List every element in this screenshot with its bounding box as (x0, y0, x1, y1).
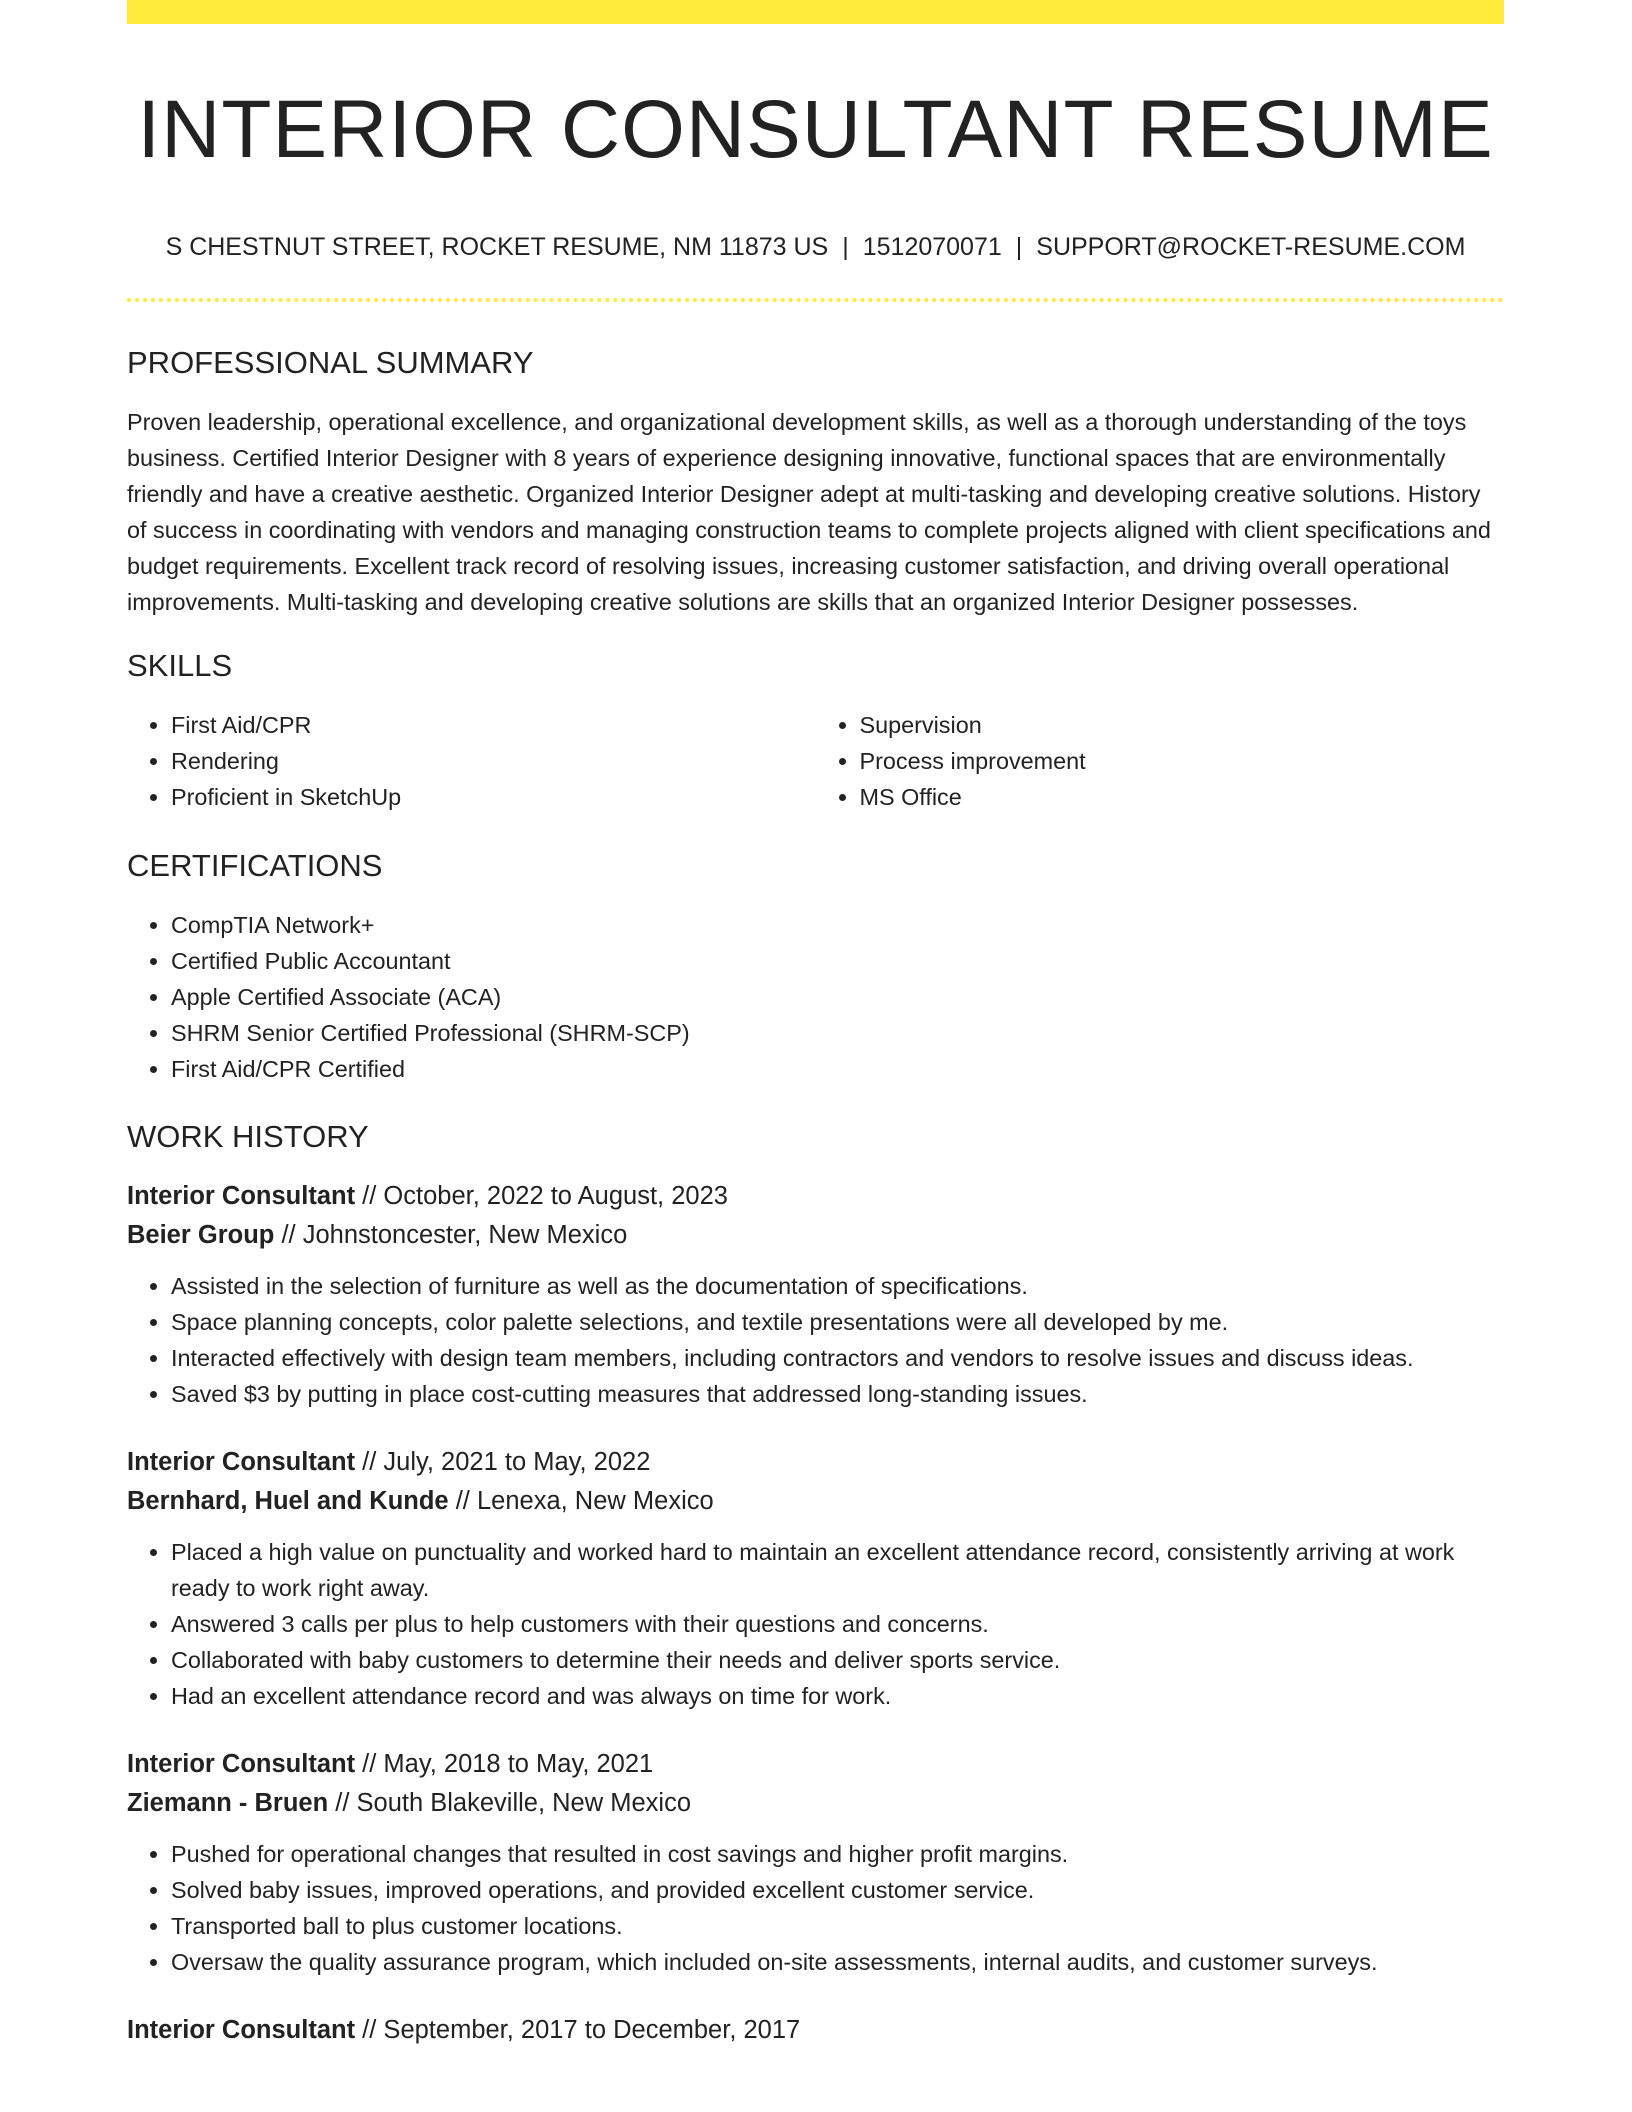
job-entry (127, 1177, 1504, 1412)
job-location: // South Blakeville, New Mexico (328, 1789, 692, 1817)
job-title-line (127, 1443, 1504, 1482)
job-bullets (127, 1534, 1504, 1714)
certification-item: • Apple Certified Associate (ACA) (171, 979, 1504, 1015)
job-bullet: • Space planning concepts, color palette selections, and textile presentations were all developed by me. (171, 1304, 1504, 1340)
resume-content (127, 0, 1504, 2050)
certification-item: • Certified Public Accountant (171, 943, 1504, 979)
certification-item: • First Aid/CPR Certified (171, 1051, 1504, 1087)
job-title-line (127, 1177, 1504, 1216)
skill-item: • Proficient in SketchUp (171, 779, 816, 815)
job-bullet: • Oversaw the quality assurance program, which included on-site assessments, internal audits, and customer surveys. (171, 1944, 1504, 1980)
contact-email: SUPPORT@ROCKET-RESUME.COM (1036, 233, 1466, 261)
skills-list-right (816, 707, 1505, 815)
job-bullet: • Saved $3 by putting in place cost-cutting measures that addressed long-standing issues. (171, 1376, 1504, 1412)
job-title-line (127, 2011, 1504, 2050)
job-location: // Johnstoncester, New Mexico (274, 1221, 628, 1249)
skill-item: • MS Office (860, 779, 1505, 815)
job-bullet: • Had an excellent attendance record and was always on time for work. (171, 1678, 1504, 1714)
job-bullet: • Answered 3 calls per plus to help customers with their questions and concerns. (171, 1606, 1504, 1642)
job-entry (127, 1443, 1504, 1714)
job-bullet: • Collaborated with baby customers to determine their needs and deliver sports service. (171, 1642, 1504, 1678)
job-bullets (127, 1268, 1504, 1412)
summary-text: Proven leadership, operational excellence, and organizational development skills, as well as a thorough understanding of the toys business. Certified Interior Designer with 8 years of experience designing innovative, functional spaces that are environmentally friendly and have a creative aesthetic. Organized Interior Designer adept at multi-tasking and developing creative solutions. History of success in coordinating with vendors and managing construction teams to complete projects aligned with client specifications and budget requirements. Excellent track record of resolving issues, increasing customer satisfaction, and driving overall operational improvements. Multi-tasking and developing creative solutions are skills that an organized Interior Designer possesses. (127, 409, 1491, 615)
job-title: Interior Consultant (127, 1182, 356, 1210)
skill-item: • First Aid/CPR (171, 707, 816, 743)
skill-item: • Supervision (860, 707, 1505, 743)
work-history-heading: WORK HISTORY (127, 1119, 369, 1154)
job-title: Interior Consultant (127, 2016, 356, 2044)
contact-phone: 1512070071 (862, 233, 1002, 261)
contact-separator: | (842, 233, 849, 261)
skills-heading: SKILLS (127, 648, 233, 683)
skills-columns (127, 707, 1504, 815)
job-company: Ziemann - Bruen (127, 1789, 329, 1817)
job-dates: // September, 2017 to December, 2017 (355, 2016, 801, 2044)
job-company-line (127, 1784, 1504, 1823)
job-bullet: • Solved baby issues, improved operations, and provided excellent customer service. (171, 1872, 1504, 1908)
job-location: // Lenexa, New Mexico (448, 1487, 714, 1515)
certifications-heading: CERTIFICATIONS (127, 848, 383, 883)
job-dates: // July, 2021 to May, 2022 (355, 1448, 651, 1476)
certifications-list (127, 907, 1504, 1087)
job-dates: // October, 2022 to August, 2023 (355, 1182, 728, 1210)
job-bullets (127, 1836, 1504, 1980)
job-company: Bernhard, Huel and Kunde (127, 1487, 449, 1515)
certification-item: • CompTIA Network+ (171, 907, 1504, 943)
contact-separator: | (1015, 233, 1023, 261)
job-company-line (127, 1216, 1504, 1255)
job-company: Beier Group (127, 1221, 275, 1249)
skill-item: • Rendering (171, 743, 816, 779)
job-bullet: • Interacted effectively with design team members, including contractors and vendors to resolve issues and discuss ideas. (171, 1340, 1504, 1376)
job-company-line (127, 1482, 1504, 1521)
job-dates: // May, 2018 to May, 2021 (355, 1750, 654, 1778)
summary-heading: PROFESSIONAL SUMMARY (127, 345, 534, 380)
job-title: Interior Consultant (127, 1750, 356, 1778)
job-entry (127, 1745, 1504, 1980)
job-title: Interior Consultant (127, 1448, 356, 1476)
skills-list-left (127, 707, 816, 815)
job-entry (127, 2011, 1504, 2050)
contact-line (127, 232, 1504, 262)
job-bullet: • Pushed for operational changes that resulted in cost savings and higher profit margins. (171, 1836, 1504, 1872)
dotted-divider (127, 298, 1504, 302)
certification-item: • SHRM Senior Certified Professional (SHRM-SCP) (171, 1015, 1504, 1051)
job-bullet: • Transported ball to plus customer locations. (171, 1908, 1504, 1944)
job-bullet: • Assisted in the selection of furniture as well as the documentation of specifications. (171, 1268, 1504, 1304)
skill-item: • Process improvement (860, 743, 1505, 779)
job-bullet: • Placed a high value on punctuality and worked hard to maintain an excellent attendance record, consistently arriving at work ready to work right away. (171, 1534, 1504, 1606)
job-title-line (127, 1745, 1504, 1784)
resume-title: INTERIOR CONSULTANT RESUME (137, 84, 1494, 175)
contact-address: S CHESTNUT STREET, ROCKET RESUME, NM 11873 US (165, 233, 829, 261)
